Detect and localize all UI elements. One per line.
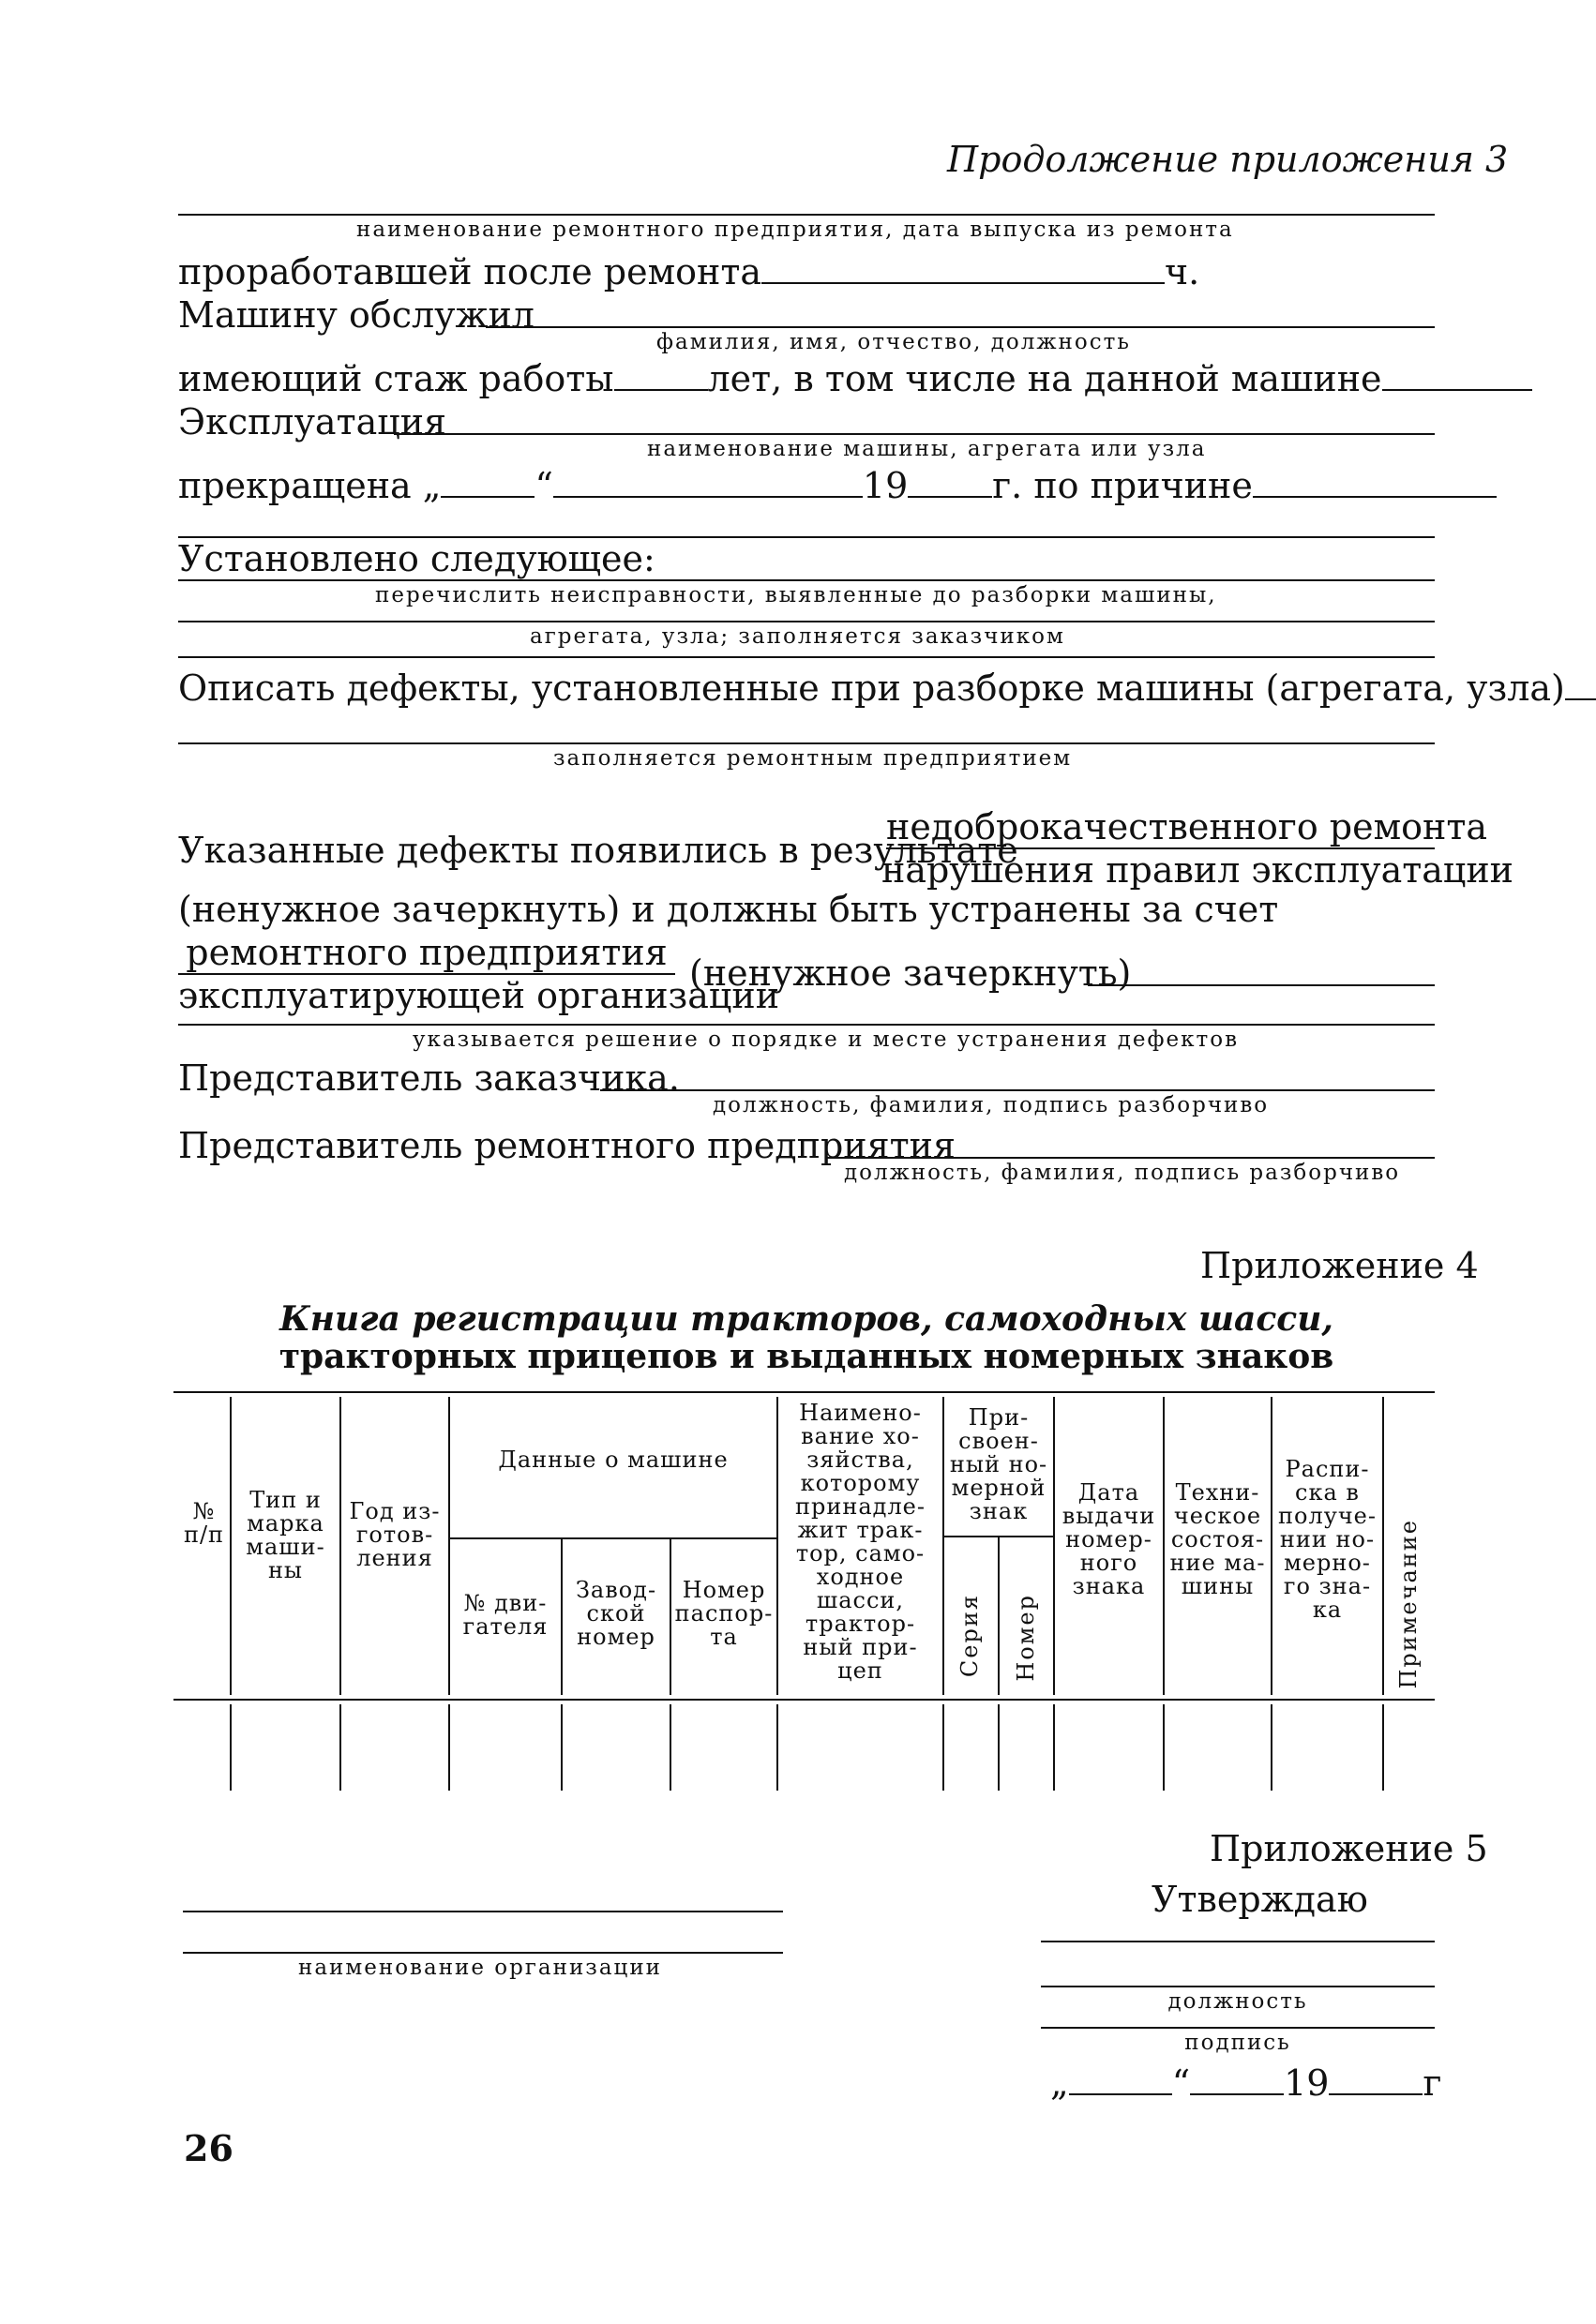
col-series: Серия (956, 1594, 983, 1678)
caption-sign-1: должность, фамилия, подпись разборчиво (713, 1093, 1270, 1117)
date-year-suffix: г (1423, 2062, 1442, 2104)
org-line-1[interactable] (183, 1911, 783, 1912)
table-top-rule (173, 1391, 1435, 1393)
frac2-bottom: эксплуатирующей организации (178, 975, 780, 1016)
hours-unit: ч. (1165, 251, 1200, 292)
serviced-by-label: Машину обслужил (178, 294, 535, 336)
decision-line-2[interactable] (178, 1024, 1435, 1026)
date-day-field[interactable] (1069, 2067, 1172, 2095)
appendix4-title-1: Книга регистрации тракторов, самоходных шасси, (279, 1299, 1333, 1339)
caption-signature: подпись (1184, 2031, 1291, 2055)
experience-label: имеющий стаж работы (178, 358, 614, 399)
stopped-row (178, 465, 1497, 506)
caption-position: должность (1167, 1989, 1308, 2014)
approve-line-1[interactable] (1041, 1941, 1435, 1942)
date-quote-open: „ (1050, 2062, 1069, 2104)
quote-close: “ (535, 465, 553, 506)
caption-list-1: перечислить неисправности, выявленные до разборки машины, (375, 583, 1217, 607)
quote-open: „ (422, 465, 442, 506)
describe-field[interactable] (1565, 672, 1596, 700)
col-passport: Номер паспор- та (674, 1577, 774, 1650)
strike-note: (ненужное зачеркнуть) и должны быть устранены за счет (178, 889, 1279, 930)
date-quote-close: “ (1171, 2062, 1191, 2104)
col-issue-date: Дата выдачи номер- ного знака (1061, 1479, 1156, 1599)
approve-label: Утверждаю (1152, 1879, 1368, 1920)
col-engine: № дви- гателя (462, 1590, 549, 1640)
caption-filled-repair: заполняется ремонтным предприятием (553, 746, 1073, 771)
col-note: Примечание (1395, 1519, 1422, 1689)
stopped-day-field[interactable] (441, 470, 535, 498)
worked-after-repair-row (178, 251, 1199, 292)
stopped-label: прекращена (178, 465, 412, 506)
worked-after-repair-label: проработавшей после ремонта (178, 251, 762, 292)
operation-field[interactable] (394, 433, 1435, 435)
caption-list-2: агрегата, узла; заполняется заказчиком (530, 624, 1065, 649)
col-plate: При- своен- ный но- мерной знак (949, 1404, 1048, 1524)
machine-data-subrule (448, 1537, 776, 1539)
col-factory: Завод- ской номер (575, 1577, 657, 1650)
repair-rep-field[interactable] (825, 1157, 1435, 1159)
date-year-prefix: 19 (1284, 2062, 1330, 2104)
experience-years-field[interactable] (614, 363, 708, 391)
col-type: Тип и марка маши- ны (246, 1487, 325, 1583)
customer-rep-field[interactable] (600, 1089, 1435, 1091)
col-receipt: Распи- ска в получе- нии но- мерно- го зна- ка (1278, 1456, 1377, 1623)
position-line[interactable] (1041, 1986, 1435, 1987)
frac2-top: ремонтного предприятия (186, 932, 668, 973)
experience-row (178, 358, 1532, 399)
col-machine-data: Данные о машине (498, 1447, 729, 1473)
col-num: № п/п (183, 1498, 225, 1548)
frac-bottom: нарушения правил эксплуатации (881, 849, 1513, 891)
col-number: Номер (1013, 1594, 1039, 1682)
caption-decision: указывается решение о порядке и месте устранения дефектов (413, 1027, 1240, 1052)
reason-field[interactable] (1253, 470, 1497, 498)
col-year: Год из- готов- ления (349, 1498, 441, 1571)
describe-label: Описать дефекты, установленные при разборке машины (агрегата, узла) (178, 667, 1565, 709)
appendix5-label: Приложение 5 (1210, 1828, 1488, 1869)
col-owner: Наимено- вание хо- зяйства, которому принадле- жит трак- тор, само- ходное шасси, трактор- ный при- цеп (795, 1400, 926, 1684)
describe-row (178, 667, 1596, 709)
page-number: 26 (184, 2127, 233, 2169)
frac-top: недоброкачественного ремонта (886, 806, 1488, 847)
repair-org-line (178, 214, 1435, 216)
decision-field[interactable] (1088, 984, 1435, 986)
strike-note-2: (ненужное зачеркнуть) (689, 952, 1132, 994)
table-header-rule (173, 1699, 1435, 1701)
appendix4-label: Приложение 4 (1200, 1245, 1479, 1286)
customer-rep-label: Представитель заказчика. (178, 1057, 680, 1099)
operation-label: Эксплуатация (178, 401, 447, 442)
caption-org: наименование организации (298, 1956, 662, 1980)
date-year-field[interactable] (1329, 2067, 1423, 2095)
appendix4-title-2: тракторных прицепов и выданных номерных знаков (279, 1337, 1334, 1376)
date-row (1050, 2062, 1441, 2104)
hours-field[interactable] (761, 256, 1165, 284)
established-line-1[interactable] (178, 579, 1435, 581)
established-line-3[interactable] (178, 656, 1435, 658)
experience-mid-label: лет, в том числе на данной машине (707, 358, 1382, 399)
experience-machine-field[interactable] (1382, 363, 1532, 391)
continuation-header: Продолжение приложения 3 (947, 139, 1509, 180)
year-prefix: 19 (862, 465, 909, 506)
caption-machine: наименование машины, агрегата или узла (647, 437, 1207, 461)
established-line-2[interactable] (178, 621, 1435, 622)
stopped-year-field[interactable] (908, 470, 992, 498)
defects-label: Указанные дефекты появились в результате (178, 830, 1018, 871)
serviced-by-field[interactable] (486, 326, 1435, 328)
col-tech-state: Техни- ческое состоя- ние ма- шины (1169, 1479, 1266, 1599)
reason-label: г. по причине (992, 465, 1253, 506)
repair-rep-label: Представитель ремонтного предприятия (178, 1125, 956, 1166)
date-month-field[interactable] (1190, 2067, 1284, 2095)
caption-repair-org: наименование ремонтного предприятия, дата выпуска из ремонта (356, 217, 1234, 242)
signature-line[interactable] (1041, 2027, 1435, 2029)
caption-fio: фамилия, имя, отчество, должность (656, 330, 1131, 354)
org-line-2[interactable] (183, 1952, 783, 1954)
established-label: Установлено следующее: (178, 538, 655, 579)
stopped-month-field[interactable] (553, 470, 863, 498)
describe-line-2[interactable] (178, 742, 1435, 744)
caption-sign-2: должность, фамилия, подпись разборчиво (844, 1161, 1401, 1185)
